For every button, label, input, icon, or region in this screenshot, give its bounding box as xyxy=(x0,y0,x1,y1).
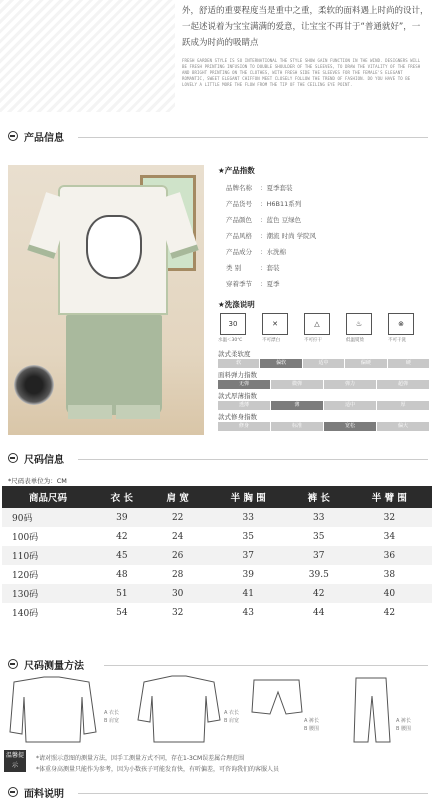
column-header: 商品尺码 xyxy=(2,486,94,508)
section-icon xyxy=(8,453,18,463)
column-header: 裤 长 xyxy=(291,486,347,508)
cell: 24 xyxy=(171,531,184,542)
cell: 30 xyxy=(150,584,206,603)
cell: 36 xyxy=(347,546,432,565)
meter-option: 软 xyxy=(218,359,259,368)
table-row xyxy=(2,508,432,527)
section-header-product-info xyxy=(0,126,434,148)
no-bleach-icon: ✕ xyxy=(262,313,288,335)
cell: 35 xyxy=(242,531,254,542)
table-row xyxy=(2,584,432,603)
product-photo xyxy=(8,165,204,435)
section-title: 尺码信息 xyxy=(24,455,64,466)
cell: 42 xyxy=(116,531,128,542)
size-table xyxy=(2,486,432,622)
column-header: 半 臂 围 xyxy=(347,486,432,508)
iron-icon: ♨ xyxy=(346,313,372,335)
elasticity-meter xyxy=(218,380,430,389)
info-row: 产品风格 ：潮流 时尚 学院风 xyxy=(226,232,317,240)
meter-option: 宽松 xyxy=(324,422,376,431)
meter-option: 透薄 xyxy=(218,401,270,410)
info-row: 穿着季节 ：夏季 xyxy=(226,280,280,288)
section-icon xyxy=(8,131,18,141)
shirt-illustration xyxy=(58,185,168,315)
section-title: 产品信息 xyxy=(24,133,64,144)
cell: 51 xyxy=(94,584,150,603)
cell: 54 xyxy=(116,607,128,618)
divider xyxy=(104,665,428,666)
cell: 33 xyxy=(291,508,347,527)
column-header: 半 胸 围 xyxy=(206,486,291,508)
cell: 22 xyxy=(150,508,206,527)
info-row: 产品颜色 ：蓝色 豆绿色 xyxy=(226,216,302,224)
svg-text:B 肩宽: B 肩宽 xyxy=(104,718,120,724)
wash-label: 不可拧干 xyxy=(304,338,322,343)
svg-text:B 腰围: B 腰围 xyxy=(396,726,412,732)
section-title: 尺码测量方法 xyxy=(24,661,84,672)
cell: 37 xyxy=(291,546,347,565)
divider xyxy=(78,793,428,794)
hang-dry-icon: △ xyxy=(304,313,330,335)
table-row xyxy=(2,565,432,584)
meter-label: 款式修身指数 xyxy=(218,413,257,421)
cell: 90码 xyxy=(2,508,94,527)
meter-option: 弹力 xyxy=(324,380,376,389)
english-paragraph: FRESH GARDEN STYLE IS SO INTERNATIONAL THE STYLE SHOW GAIN FUNCTION IN THE WIND. DESIGNERS WILL BE FRESH PRINTING INFUSION TO DOUBLE SHOULDER OF THE SLEEVES, TO DRAW THE VITALITY OF THE FRESH AND BRIGHT PRINTING ON THE CLOTHES, WITH FRESH SIDE THE SLEEVES FOR THE FEMALE'S ELEGANT ROMANTIC, SWEET ELEGANT CHIFFON MEET CLOSELY FOLLOW THE TREND OF FASHION. DO YOU HAVE TO BE LOVELY A LITTLE MORE THE FLOW FROM THE TIP OF THE CEILING EYE POINT. xyxy=(182,58,421,87)
meter-option: 硬 xyxy=(388,359,429,368)
intro-line: 外，舒适的重要程度当是重中之重，柔软的面料遇上时尚的设计， xyxy=(182,6,429,16)
svg-text:A 裤长: A 裤长 xyxy=(304,718,320,724)
tip-line: *体重身高测量只能作为参考，因为小数孩子可能发育快，有听偏差，可咨询我们的客服人员 xyxy=(36,766,280,773)
wash-icons xyxy=(218,313,430,347)
intro-line: 跃成为时尚的吸睛点 xyxy=(182,38,259,48)
info-row: 产品货号 ：H6B11系列 xyxy=(226,200,302,208)
info-row: 产品成分 ：水洗棉 xyxy=(226,248,286,256)
tip-line: *请对照示意图的测量方法，因手工测量方式不同，存在1-3CM误差属合理范围 xyxy=(36,755,245,762)
pants-illustration xyxy=(66,315,162,415)
cell: 42 xyxy=(291,584,347,603)
meter-option: 无弹 xyxy=(218,380,270,389)
cell: 32 xyxy=(171,607,184,618)
wash-30-icon: 30 xyxy=(220,313,246,335)
meter-option: 偏硬 xyxy=(345,359,386,368)
column-header: 衣 长 xyxy=(94,486,150,508)
cell: 39 xyxy=(94,508,150,527)
wash-label: 水温＜30℃ xyxy=(218,338,243,343)
cell: 45 xyxy=(94,546,150,565)
divider xyxy=(78,459,428,460)
cell: 48 xyxy=(116,569,128,580)
cell: 41 xyxy=(206,584,291,603)
product-index-title: ★产品指数 xyxy=(218,166,255,175)
wash-label: 不可干洗 xyxy=(388,338,406,343)
section-header-fabric xyxy=(0,782,434,804)
cell: 32 xyxy=(347,508,432,527)
unit-note: *尺码表单位为：CM xyxy=(8,477,67,485)
cell: 34 xyxy=(383,531,396,542)
svg-text:A 裤长: A 裤长 xyxy=(396,718,412,724)
cell: 140码 xyxy=(12,609,39,619)
section-icon xyxy=(8,659,18,669)
measurement-diagrams xyxy=(4,672,430,748)
cell: 39 xyxy=(242,569,254,580)
table-row xyxy=(2,527,432,546)
softness-meter xyxy=(218,359,430,368)
fan-decoration xyxy=(14,365,54,405)
cell: 43 xyxy=(242,607,254,618)
cell: 39.5 xyxy=(308,569,329,580)
info-row: 类 别 ：套装 xyxy=(226,264,280,272)
table-row xyxy=(2,546,432,565)
fit-meter xyxy=(218,422,430,431)
svg-text:A 衣长: A 衣长 xyxy=(224,710,240,716)
meter-label: 款式厚薄指数 xyxy=(218,392,257,400)
tip-badge: 温馨提示 xyxy=(4,750,26,772)
column-header: 肩 宽 xyxy=(150,486,206,508)
cell: 33 xyxy=(206,508,291,527)
section-title: 面料说明 xyxy=(24,789,64,800)
cell: 35 xyxy=(313,531,325,542)
divider xyxy=(78,137,428,138)
cell: 110码 xyxy=(2,546,94,565)
cell: 26 xyxy=(150,546,206,565)
svg-text:B 肩宽: B 肩宽 xyxy=(224,718,240,724)
meter-option: 适中 xyxy=(324,401,376,410)
thickness-meter xyxy=(218,401,430,410)
cell: 120码 xyxy=(12,571,39,581)
wash-title: ★洗涤说明 xyxy=(218,300,255,309)
meter-option: 微弹 xyxy=(271,380,323,389)
wash-label: 低温熨烫 xyxy=(346,338,364,343)
cell: 100码 xyxy=(12,533,39,543)
bunny-print xyxy=(86,215,142,279)
cell: 37 xyxy=(206,546,291,565)
cell: 28 xyxy=(171,569,184,580)
cell: 40 xyxy=(347,584,432,603)
svg-text:A 衣长: A 衣长 xyxy=(104,710,120,716)
wash-label: 不可漂白 xyxy=(262,338,280,343)
meter-label: 面料弹力指数 xyxy=(218,371,257,379)
table-row xyxy=(2,603,432,622)
meter-option: 适中 xyxy=(303,359,344,368)
section-header-size-info xyxy=(0,448,434,470)
sketch-illustration xyxy=(0,0,175,112)
cell: 38 xyxy=(383,569,396,580)
meter-option: 薄 xyxy=(271,401,323,410)
meter-option: 标准 xyxy=(271,422,323,431)
svg-text:B 腰围: B 腰围 xyxy=(304,726,320,732)
top-banner xyxy=(0,0,434,112)
info-row: 品牌名称 ：夏季套装 xyxy=(226,184,293,192)
cell: 42 xyxy=(383,607,396,618)
meter-label: 款式柔软度 xyxy=(218,350,251,358)
section-icon xyxy=(8,787,18,797)
meter-option: 厚 xyxy=(377,401,429,410)
no-dryclean-icon: ⊗ xyxy=(388,313,414,335)
cell: 44 xyxy=(313,607,325,618)
intro-line: 一起述说着为宝宝满满的爱意，让宝宝不再甘于“普通就好”，一 xyxy=(182,22,421,32)
meter-option: 偏软 xyxy=(260,359,301,368)
meter-option: 超弹 xyxy=(377,380,429,389)
meter-option: 修身 xyxy=(218,422,270,431)
table-header-row xyxy=(2,486,432,508)
cell: 130码 xyxy=(2,584,94,603)
meter-option: 偏大 xyxy=(377,422,429,431)
